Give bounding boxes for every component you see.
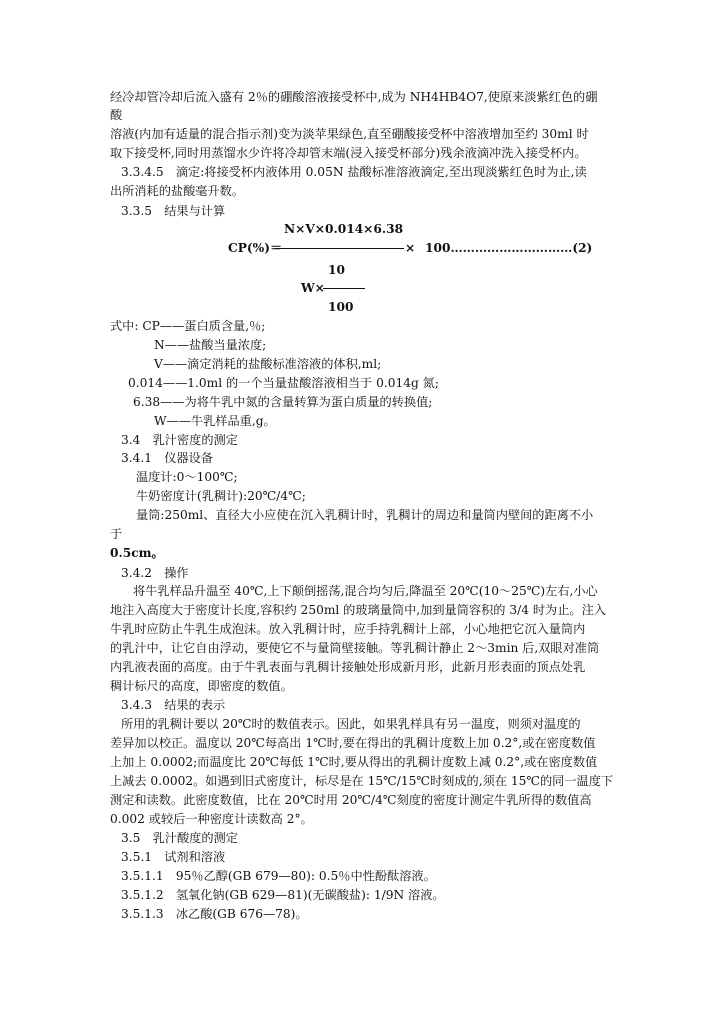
heading-3-5-1: 3.5.1 试剂和溶液: [121, 850, 226, 864]
body-line: 0.002 或较后一种密度计读数高 2°。: [110, 812, 313, 826]
body-line: 牛奶密度计(乳稠计):20℃/4℃;: [136, 489, 306, 503]
body-line: 上减去 0.0002。如遇到旧式密度计，标尽是在 15℃/15℃时刻成的,须在 15℃的同一温度下: [110, 774, 614, 788]
reagent-line: 3.5.1.3 冰乙酸(GB 676—78)。: [121, 907, 308, 921]
heading-3-4-1: 3.4.1 仪器设备: [121, 451, 213, 465]
heading-3-3-5: 3.3.5 结果与计算: [121, 204, 226, 218]
legend-line: 0.014——1.0ml 的一个当量盐酸溶液相当于 0.014g 氮;: [128, 376, 439, 390]
body-line: 经冷却管冷却后流入盛有 2％的硼酸溶液接受杯中,成为 NH4HB4O7,使原来淡紫红色的硼: [110, 90, 598, 104]
legend-line: N——盐酸当量浓度;: [154, 338, 267, 352]
body-line: 差异加以校正。温度以 20℃每高出 1℃时,要在得出的乳稠计度数上加 0.2°,或在密度数值: [110, 736, 596, 750]
formula-fraction-bar: [274, 248, 404, 249]
body-line: 上加上 0.0002;而温度比 20℃每低 1℃时,要从得出的乳稠计度数上减 0.2°,或在密度数值: [110, 755, 598, 769]
body-line: 稠计标尺的高度，即密度的数值。: [110, 679, 293, 693]
body-line: 温度计:0～100℃;: [136, 470, 238, 484]
formula-numerator: N×V×0.014×6.38: [284, 222, 404, 236]
formula-sub-bar: [323, 288, 365, 289]
formula-rhs: 100…………………………(2): [425, 241, 593, 255]
body-line: 地注入高度大于密度计长度,容积约 250ml 的玻璃量筒中,加到量筒容积的 3/4 时为止。注入: [110, 603, 606, 617]
body-line: 的乳汁中，让它自由浮动，要使它不与量筒壁接触。等乳稠计静止 2～3min 后,双眼对准筒: [110, 641, 600, 655]
reagent-line: 3.5.1.1 95％乙醇(GB 679—80): 0.5％中性酚酞溶液。: [121, 869, 436, 883]
legend-line: W——牛乳样品重,g。: [154, 414, 276, 428]
body-line: 内乳液表面的高度。由于牛乳表面与乳稠计接触处形成新月形，此新月形表面的顶点处乳: [110, 660, 586, 674]
body-line: 所用的乳稠计要以 20℃时的数值表示。因此，如果乳样具有另一温度，则须对温度的: [121, 717, 581, 731]
formula-hundred: 100: [328, 300, 354, 314]
body-line: 于: [110, 527, 123, 541]
legend-line: 6.38——为将牛乳中氮的含量转算为蛋白质量的转换值;: [133, 395, 433, 409]
heading-3-4-3: 3.4.3 结果的表示: [121, 698, 226, 712]
legend-line: V——滴定消耗的盐酸标准溶液的体积,ml;: [154, 357, 382, 371]
legend-line: 式中: CP——蛋白质含量,％;: [110, 319, 266, 333]
section-line-3-3-4-5: 3.3.4.5 滴定:将接受杯内液体用 0.05N 盐酸标准溶液滴定,至出现淡紫红色时为止,读: [121, 165, 587, 179]
body-line: 出所消耗的盐酸毫升数。: [110, 184, 245, 198]
body-line: 牛乳时应防止牛乳生成泡沫。放入乳稠计时，应手持乳稠计上部，小心地把它沉入量筒内: [110, 622, 586, 636]
body-line: 酸: [110, 108, 123, 122]
heading-3-4-2: 3.4.2 操作: [121, 566, 189, 580]
body-line: 取下接受杯,同时用蒸馏水少许将冷却管末端(浸入接受杯部分)残余液滴冲洗入接受杯内。: [110, 146, 587, 160]
heading-3-5: 3.5 乳汁酸度的测定: [121, 831, 238, 845]
formula-ten: 10: [328, 263, 345, 277]
body-line: 0.5cm。: [110, 546, 164, 560]
body-line: 溶液(内加有适量的混合指示剂)变为淡苹果绿色,直至硼酸接受杯中溶液增加至约 30ml 时: [110, 127, 589, 141]
formula-lhs: CP(%)＝: [228, 241, 283, 255]
heading-3-4: 3.4 乳汁密度的测定: [121, 433, 238, 447]
body-line: 测定和读数。此密度数值，比在 20℃时用 20℃/4℃刻度的密度计测定牛乳所得的数值高: [110, 793, 592, 807]
reagent-line: 3.5.1.2 氢氧化钠(GB 629—81)(无碳酸盐): 1/9N 溶液。: [121, 888, 445, 902]
body-line: 将牛乳样品升温至 40℃,上下颠倒摇荡,混合均匀后,降温至 20℃(10～25℃)左右,小心: [133, 584, 598, 598]
body-line: 量筒:250ml、直径大小应使在沉入乳稠计时，乳稠计的周边和量筒内壁间的距离不小: [136, 508, 594, 522]
formula-w: W×: [301, 281, 325, 295]
formula-times: ×: [405, 241, 416, 255]
